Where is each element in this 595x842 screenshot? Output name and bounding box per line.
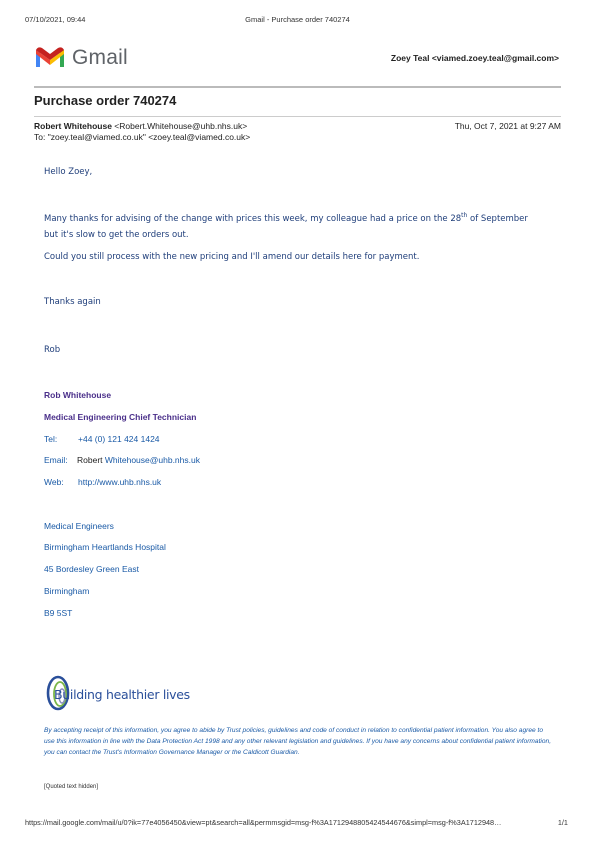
web-link[interactable]: http://www.uhb.nhs.uk [78, 477, 162, 487]
sent-date: Thu, Oct 7, 2021 at 9:27 AM [454, 121, 561, 131]
sender [34, 121, 247, 131]
greeting: Hello Zoey, [44, 167, 93, 177]
email-link[interactable]: Whitehouse@uhb.nhs.uk [104, 455, 200, 465]
signature-role: Medical Engineering Chief Technician [44, 412, 197, 422]
signature-web [44, 477, 161, 487]
address-line: B9 5ST [44, 608, 73, 618]
address-line: Medical Engineers [44, 521, 114, 531]
email-subject: Purchase order 740274 [34, 93, 177, 108]
account-email: Zoey Teal <viamed.zoey.teal@gmail.com> [390, 53, 559, 63]
address-line: Birmingham [44, 586, 90, 596]
body-paragraph-1-line2: but it's slow to get the orders out. [44, 230, 189, 240]
web-label: Web: [44, 477, 64, 487]
quoted-text-hidden[interactable]: [Quoted text hidden] [44, 784, 99, 790]
para1-text: Many thanks for advising of the change with prices this week, my colleague had a price on the 28 [44, 214, 462, 224]
thanks-line: Thanks again [44, 297, 101, 307]
gmail-m-icon [34, 45, 66, 69]
email-first: Robert [77, 455, 105, 465]
tel-link[interactable]: +44 (0) 121 424 1424 [78, 434, 160, 444]
gmail-wordmark: Gmail [72, 46, 128, 69]
print-title: Gmail - Purchase order 740274 [245, 15, 350, 24]
gmail-logo[interactable] [34, 44, 134, 70]
body-paragraph-2: Could you still process with the new pricing and I'll amend our details here for payment. [44, 252, 420, 262]
print-datetime: 07/10/2021, 09:44 [25, 15, 86, 24]
page-number: 1/1 [557, 818, 568, 827]
trust-logo [44, 674, 214, 714]
recipients: To: "zoey.teal@viamed.co.uk" <zoey.teal@viamed.co.uk> [34, 132, 251, 142]
para1-superscript: th [461, 212, 468, 220]
confidentiality-disclaimer: By accepting receipt of this information, you agree to abide by Trust policies, guidelines and code of conduct in relation to confidential patient information. You also agree to use this information in line with the Data Protection Act 1998 and any other relevant legislation and guidelines. If you have any concerns about confidential patient information, you can contact the Trust's Information Governance Manager or the Caldicott Guardian. [44, 727, 552, 756]
sender-address: <Robert.Whitehouse@uhb.nhs.uk> [114, 121, 248, 131]
signature-email [44, 455, 200, 465]
tel-label: Tel: [44, 434, 58, 444]
email-label: Email: [44, 455, 68, 465]
signature-tel [44, 434, 160, 444]
trust-slogan: Building healthier lives [54, 687, 190, 702]
subject-divider [34, 116, 561, 117]
address-line: 45 Bordesley Green East [44, 564, 139, 574]
sender-name: Robert Whitehouse [34, 121, 112, 131]
body-paragraph-1 [44, 214, 528, 224]
print-footer-url: https://mail.google.com/mail/u/0?ik=77e4056450&view=pt&search=all&permmsgid=msg-f%3A1712948805424544676&simpl=msg-f%3A1712948… [25, 818, 502, 827]
signature-name: Rob Whitehouse [44, 390, 112, 400]
header-divider [34, 86, 561, 88]
para1-text-end: of September [467, 214, 528, 224]
signoff: Rob [44, 345, 61, 355]
address-line: Birmingham Heartlands Hospital [44, 542, 166, 552]
